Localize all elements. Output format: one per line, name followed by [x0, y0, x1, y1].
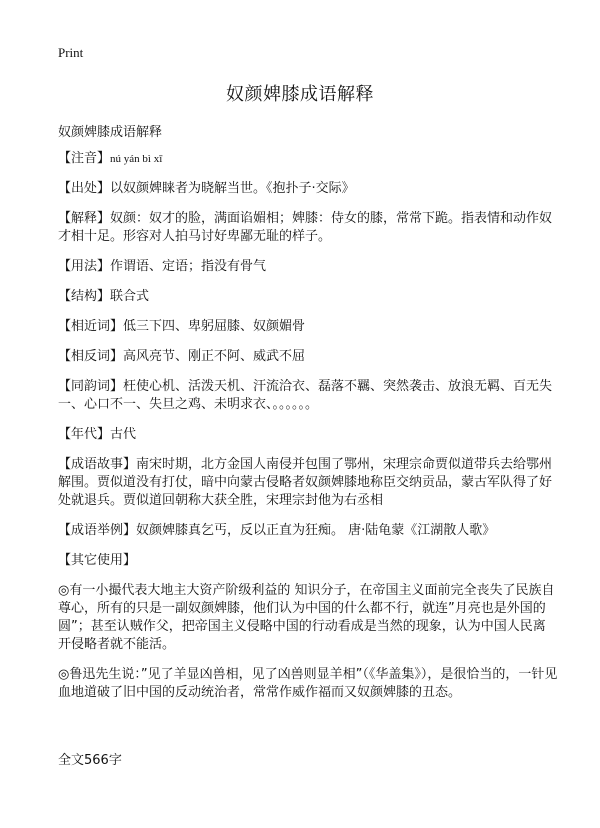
entry-source — [58, 180, 558, 198]
entry-text: nú yán bì xī — [110, 153, 163, 165]
entry-rhymes — [58, 378, 558, 414]
example-paragraph-1: ◎有一小撮代表大地主大资产阶级利益的 知识分子，在帝国主义面前完全丧失了民族自尊心，所有的只是一副奴颜婢膝，他们认为中国的什么都不行，就连”月亮也是外国的圆”；甚至认贼作父，把帝国主义侵略中国的行动看成是当然的现象，认为中国人民离开侵略者就不能活。 — [58, 583, 555, 652]
entry-label: 【相近词】 — [58, 319, 124, 334]
entry-label: 【出处】 — [58, 181, 111, 196]
entry-text: 联合式 — [110, 289, 150, 304]
entry-label: 【成语举例】 — [58, 523, 137, 538]
entry-usage — [58, 258, 558, 276]
entry-label: 【解释】 — [58, 211, 111, 226]
entry-label: 【结构】 — [58, 289, 111, 304]
entry-text: 作谓语、定语；指没有骨气 — [110, 259, 267, 274]
entry-pinyin — [58, 150, 558, 168]
entry-antonyms — [58, 348, 558, 366]
page-title: 奴颜婢膝成语解释 — [226, 84, 374, 105]
document-subtitle: 奴颜婢膝成语解释 — [58, 125, 163, 140]
entry-text: 古代 — [110, 427, 137, 442]
entry-text: 以奴颜婢睐者为晓解当世。《抱扑子·交际》 — [110, 181, 355, 196]
entry-text: 高风亮节、刚正不阿、威武不屈 — [123, 349, 306, 364]
print-link[interactable]: Print — [58, 45, 84, 60]
content-body — [58, 150, 558, 714]
entry-label: 【其它使用】 — [58, 553, 137, 568]
entry-label: 【同韵词】 — [58, 379, 124, 394]
entry-text: 奴颜：奴才的脸，满面谄媚相；婢膝：侍女的膝，常常下跪。指表情和动作奴才相十足。形容对人拍马讨好卑鄙无耻的样子。 — [58, 211, 553, 244]
entry-era — [58, 426, 558, 444]
entry-label: 【年代】 — [58, 427, 111, 442]
entry-label: 【成语故事】 — [58, 457, 137, 472]
entry-text: 枉使心机、活泼天机、汗流洽衣、磊落不羈、突然袭击、放浪无羁、百无失一、心口不一、失旦之鸡、未明求衣、。。。。。。 — [58, 379, 553, 412]
entry-label: 【相反词】 — [58, 349, 124, 364]
entry-text: 奴颜婢膝真乞丐，反以正直为狂痴。 唐·陆龟蒙《江湖散人歌》 — [136, 523, 496, 538]
entry-example — [58, 522, 558, 540]
example-paragraph-2: ◎鲁迅先生说：”见了羊显凶兽相，见了凶兽则显羊相”（《华盖集》），是很恰当的，一针见血地道破了旧中国的反动统治者，常常作威作福而又奴颜婢膝的丑态。 — [58, 667, 558, 700]
entry-text: 低三下四、卑躬屈膝、奴颜媚骨 — [123, 319, 306, 334]
entry-explanation — [58, 210, 558, 246]
entry-synonyms — [58, 318, 558, 336]
word-count: 全文566字 — [58, 753, 122, 768]
entry-other-usage — [58, 552, 558, 570]
entry-label: 【用法】 — [58, 259, 111, 274]
entry-story — [58, 456, 558, 510]
entry-label: 【注音】 — [58, 151, 111, 166]
entry-text: 南宋时期，北方金国人南侵并包围了鄂州，宋理宗命贾似道带兵去给鄂州解围。贾似道没有打仗，暗中向蒙古侵略者奴颜婢膝地称臣交纳贡品，蒙古军队得了好处就退兵。贾似道回朝称大获全胜，宋理宗封他为右丞相 — [58, 457, 553, 508]
entry-structure — [58, 288, 558, 306]
